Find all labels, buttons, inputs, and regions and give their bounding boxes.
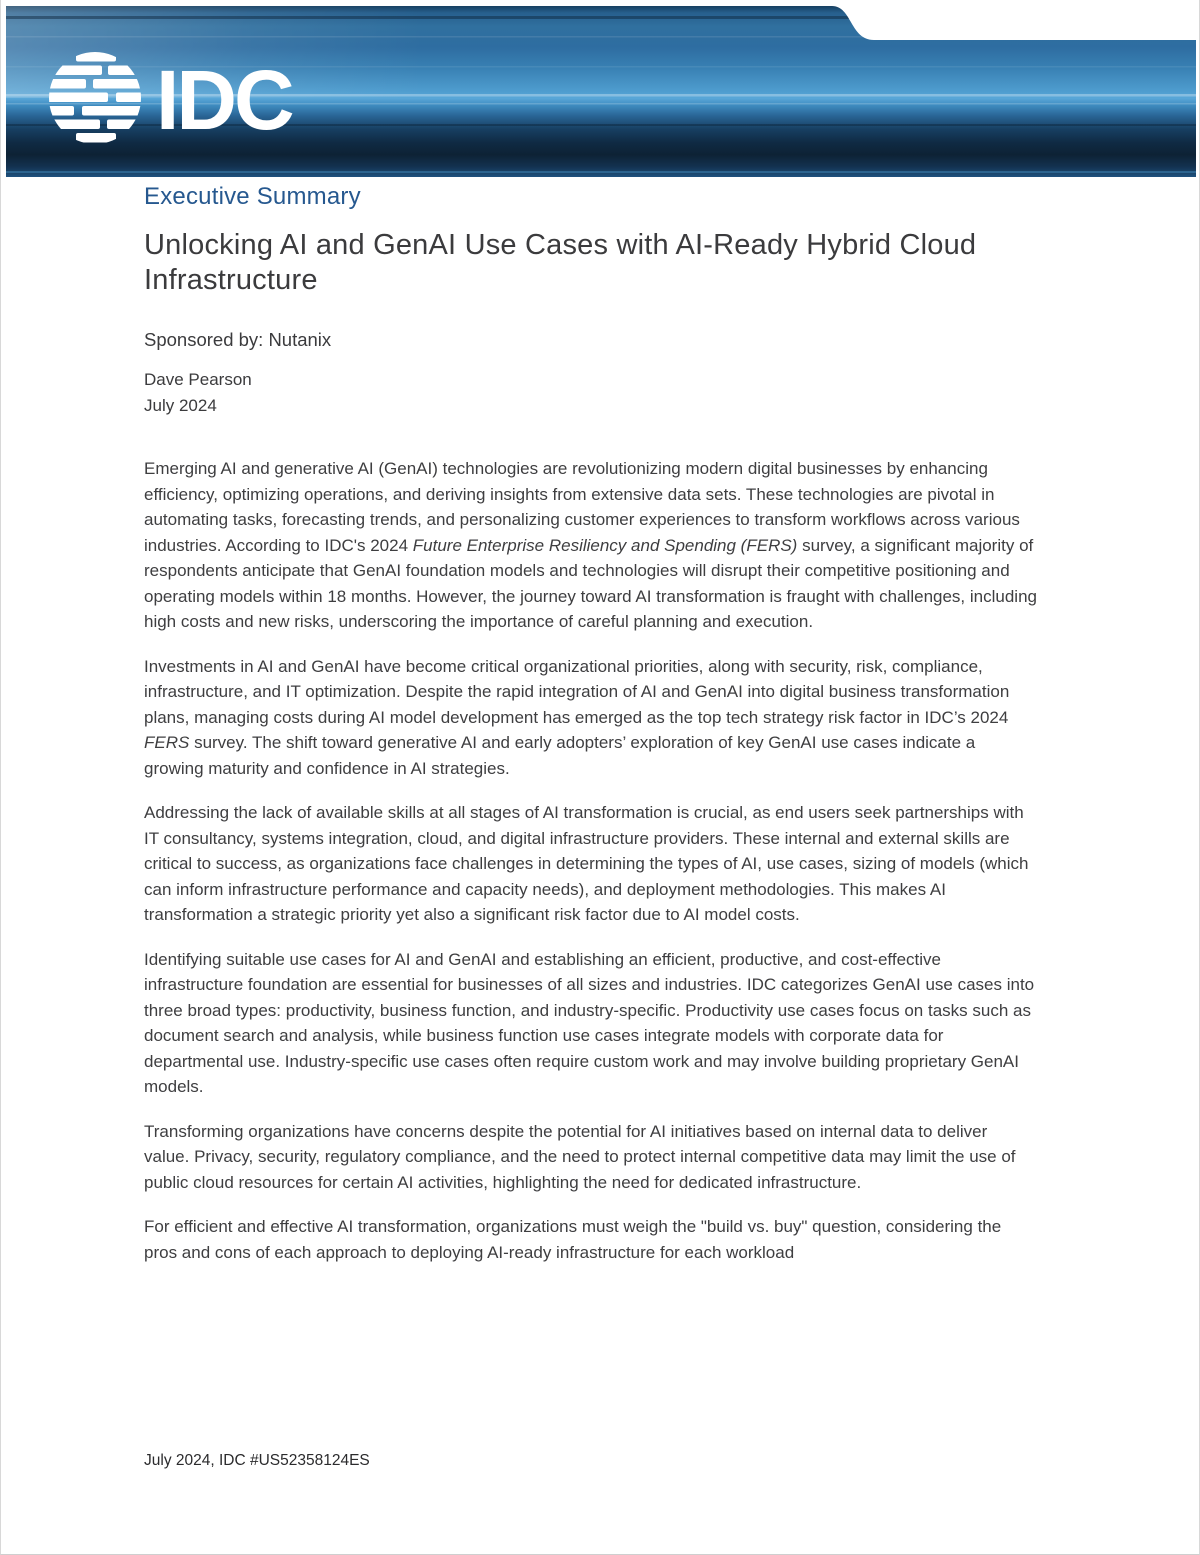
page-title: Unlocking AI and GenAI Use Cases with AI-Ready Hybrid Cloud Infrastructure [144, 229, 977, 296]
publication-date: July 2024 [144, 396, 217, 415]
author-block [144, 367, 1037, 419]
footer-document-id: July 2024, IDC #US52358124ES [144, 1452, 370, 1469]
sponsored-by: Sponsored by: Nutanix [144, 329, 332, 350]
kicker-heading: Executive Summary [144, 183, 361, 210]
paragraph: Identifying suitable use cases for AI and GenAI and establishing an efficient, productive, and cost-effective infrastructure foundation are essential for businesses of all sizes and industries. IDC categorizes GenAI use cases into three broad types: productivity, business function, and industry-specific. Productivity use cases focus on tasks such as document search and analysis, while business function use cases integrate models with corporate data for departmental use. Industry-specific use cases often require custom work and may involve building proprietary GenAI models. [144, 949, 1035, 1096]
paragraph: Addressing the lack of available skills at all stages of AI transformation is crucial, as end users seek partnerships with IT consultancy, systems integration, cloud, and digital infrastructure providers. These internal and external skills are critical to success, as organizations face challenges in determining the types of AI, use cases, sizing of models (which can inform infrastructure performance and capacity needs), and deployment methodologies. This makes AI transformation a strategic priority yet also a significant risk factor due to AI model costs. [144, 803, 1029, 924]
header-banner [6, 6, 1196, 177]
paragraph: Investments in AI and GenAI have become critical organizational priorities, along with security, risk, compliance, infrastructure, and IT optimization. Despite the rapid integration of AI and GenAI into digital business transformation plans, managing costs during AI model development has emerged as the top tech strategy risk factor in IDC’s 2024 FERS survey. The shift toward generative AI and early adopters’ exploration of key GenAI use cases indicate a growing maturity and confidence in AI strategies. [144, 656, 1010, 778]
author-name: Dave Pearson [144, 370, 252, 389]
paragraph: Emerging AI and generative AI (GenAI) technologies are revolutionizing modern digital businesses by enhancing efficiency, optimizing operations, and deriving insights from extensive data sets. These technologies are pivotal in automating tasks, forecasting trends, and personalizing customer experiences to transform workflows across various industries. According to IDC's 2024 Future Enterprise Resiliency and Spending (FERS) survey, a significant majority of respondents anticipate that GenAI foundation models and technologies will disrupt their competitive positioning and operating models within 18 months. However, the journey toward AI transformation is fraught with challenges, including high costs and new risks, underscoring the importance of careful planning and execution. [144, 459, 1037, 631]
idc-logo [46, 50, 346, 146]
idc-brand-text: IDC [156, 53, 292, 146]
idc-globe-icon [46, 52, 144, 143]
document-body [144, 456, 1037, 1284]
paragraph: Transforming organizations have concerns despite the potential for AI initiatives based on internal data to deliver value. Privacy, security, regulatory compliance, and the need to protect internal competitive data may limit the use of public cloud resources for certain AI activities, highlighting the need for dedicated infrastructure. [144, 1121, 1016, 1192]
paragraph: For efficient and effective AI transformation, organizations must weigh the "build vs. buy" question, considering the pros and cons of each approach to deploying AI-ready infrastructure for each workload [144, 1217, 1002, 1262]
